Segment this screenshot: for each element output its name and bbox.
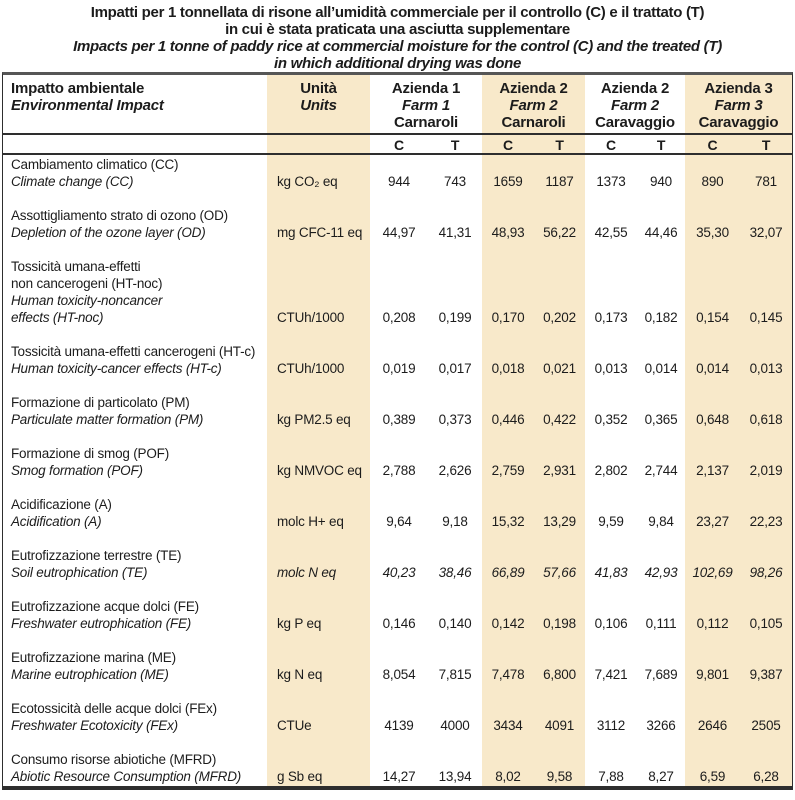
farm3-caravaggio-header [685, 80, 792, 133]
table-row [3, 598, 792, 632]
treated-value: 8,27 [648, 769, 674, 784]
impact-label [3, 700, 267, 734]
control-value: 66,89 [491, 565, 525, 580]
farm2-carnaroli-header [482, 80, 585, 133]
empty-cell [267, 135, 370, 155]
treated-value: 9,58 [546, 769, 573, 784]
control-header: C [394, 137, 404, 153]
impact-label [3, 598, 267, 632]
control-value: 0,019 [382, 361, 416, 376]
treated-value: 2,931 [543, 463, 576, 478]
treated-header: T [450, 137, 460, 153]
azienda-label: Azienda 3 [704, 80, 773, 97]
treated-value: 0,145 [749, 310, 783, 325]
treated-value: 38,46 [438, 565, 472, 580]
units-header-english: Units [300, 97, 337, 114]
control-value: 2646 [697, 718, 728, 733]
farm2-caravaggio-header [585, 80, 685, 133]
control-value: 4139 [384, 718, 414, 733]
treated-value: 743 [444, 174, 466, 189]
control-value: 1373 [596, 174, 626, 189]
impact-name-italian: non cancerogeni (HT-noc) [11, 276, 163, 291]
impact-label [3, 445, 267, 479]
control-value: 0,014 [696, 361, 729, 376]
treated-header: T [761, 137, 771, 153]
control-value: 0,648 [696, 412, 729, 427]
table-row [3, 649, 792, 683]
control-value: 102,69 [692, 565, 733, 580]
treated-value: 57,66 [543, 565, 576, 580]
treated-value: 3266 [646, 718, 676, 733]
caption-italian-line1: Impatti per 1 tonnellata di risone all’umidità commerciale per il controllo (C) e il trattato (T) [90, 4, 705, 21]
treated-value: 2505 [751, 718, 781, 733]
impact-name-english: Marine eutrophication (ME) [11, 667, 169, 682]
caption-english-line2: in which additional drying was done [273, 55, 522, 72]
treated-value: 0,140 [438, 616, 472, 631]
cultivar-label: Carnaroli [501, 114, 566, 131]
treated-value: 13,94 [438, 769, 472, 784]
impact-name-english: Depletion of the ozone layer (OD) [11, 225, 206, 240]
table-header-row [3, 75, 792, 135]
impact-name-italian: Ecotossicità delle acque dolci (FEx) [11, 701, 217, 716]
impact-name-english: Human toxicity-cancer effects (HT-c) [11, 361, 222, 376]
table-body [3, 155, 792, 785]
impact-name-english: Soil eutrophication (TE) [11, 565, 148, 580]
treated-value: 9,84 [648, 514, 674, 529]
table-row [3, 445, 792, 479]
table-caption [0, 0, 795, 72]
cultivar-label: Caravaggio [698, 114, 779, 131]
table-row [3, 207, 792, 241]
control-value: 40,23 [382, 565, 416, 580]
treated-header: T [555, 137, 564, 153]
treated-value: 0,202 [543, 310, 576, 325]
control-value: 2,788 [382, 463, 416, 478]
treated-value: 9,387 [749, 667, 783, 682]
treated-value: 0,373 [438, 412, 472, 427]
treated-value: 2,626 [438, 463, 472, 478]
impact-label [3, 649, 267, 683]
treated-value: 0,105 [749, 616, 783, 631]
azienda-label: Azienda 2 [499, 80, 568, 97]
treated-value: 6,28 [753, 769, 779, 784]
control-value: 6,59 [699, 769, 726, 784]
impact-name-english: Freshwater Ecotoxicity (FEx) [11, 718, 178, 733]
impact-label [3, 547, 267, 581]
unit-cell: kg N eq [277, 667, 323, 682]
unit-cell: kg CO₂ eq [277, 174, 338, 189]
control-value: 1659 [493, 174, 523, 189]
treated-value: 940 [650, 174, 672, 189]
treated-value: 0,198 [543, 616, 576, 631]
unit-cell: g Sb eq [277, 769, 323, 784]
unit-cell: kg PM2.5 eq [277, 412, 351, 427]
control-value: 42,55 [594, 225, 628, 240]
table-row [3, 496, 792, 530]
cultivar-label: Carnaroli [393, 114, 459, 131]
unit-cell: CTUh/1000 [277, 361, 345, 376]
empty-cell [3, 135, 267, 155]
farm-label: Farm 3 [714, 97, 763, 114]
control-value: 3434 [493, 718, 523, 733]
control-header: C [707, 137, 718, 153]
treated-value: 0,618 [749, 412, 783, 427]
treated-value: 4091 [544, 718, 575, 733]
treated-value: 9,18 [442, 514, 468, 529]
impact-name-italian: Formazione di particolato (PM) [11, 395, 190, 410]
unit-cell: CTUe [277, 718, 312, 733]
treated-value: 2,744 [644, 463, 678, 478]
treated-value: 56,22 [543, 225, 576, 240]
unit-cell: kg P eq [277, 616, 322, 631]
treated-header: T [656, 137, 666, 153]
impact-name-english: Smog formation (POF) [11, 463, 143, 478]
control-value: 7,421 [594, 667, 628, 682]
treated-value: 0,014 [644, 361, 678, 376]
impact-name-italian: Formazione di smog (POF) [11, 446, 169, 461]
control-value: 0,142 [491, 616, 525, 631]
impact-name-italian: Eutrofizzazione marina (ME) [11, 650, 176, 665]
control-value: 9,801 [696, 667, 729, 682]
unit-cell: CTUh/1000 [277, 310, 345, 325]
table-row [3, 258, 792, 326]
impact-label [3, 343, 267, 377]
treated-value: 0,182 [644, 310, 678, 325]
control-value: 0,106 [594, 616, 628, 631]
treated-value: 0,013 [749, 361, 783, 376]
table-row [3, 751, 792, 785]
treated-value: 32,07 [749, 225, 783, 240]
control-value: 0,389 [382, 412, 416, 427]
control-value: 0,352 [594, 412, 628, 427]
impact-name-english: effects (HT-noc) [11, 310, 104, 325]
unit-cell: kg NMVOC eq [277, 463, 362, 478]
treated-value: 7,815 [438, 667, 472, 682]
control-value: 0,208 [382, 310, 416, 325]
control-value: 2,759 [491, 463, 525, 478]
treated-value: 0,111 [645, 616, 677, 631]
control-value: 890 [701, 174, 724, 189]
impact-name-english: Freshwater eutrophication (FE) [11, 616, 192, 631]
caption-italian-line2: in cui è stata praticata una asciutta supplementare [225, 21, 570, 38]
treated-value: 4000 [440, 718, 470, 733]
control-value: 23,27 [696, 514, 729, 529]
impact-label [3, 394, 267, 428]
impact-name-italian: Eutrofizzazione terrestre (TE) [11, 548, 182, 563]
treated-value: 781 [755, 174, 777, 189]
units-header-italian: Unità [300, 80, 337, 97]
farm1-carnaroli-header [370, 80, 482, 133]
control-value: 9,64 [386, 514, 412, 529]
impact-name-italian: Consumo risorse abiotiche (MFRD) [11, 752, 217, 767]
control-value: 15,32 [491, 514, 525, 529]
control-value: 8,02 [495, 769, 521, 784]
treated-value: 0,422 [543, 412, 576, 427]
impacts-table [2, 72, 793, 790]
impact-column-header [3, 80, 267, 133]
control-value: 0,170 [491, 310, 525, 325]
control-value: 3112 [596, 718, 626, 733]
impact-label [3, 207, 267, 241]
azienda-label: Azienda 2 [600, 80, 670, 97]
treated-value: 0,017 [438, 361, 472, 376]
impact-name-italian: Assottigliamento strato di ozono (OD) [11, 208, 228, 223]
control-value: 0,112 [696, 616, 729, 631]
treated-value: 7,689 [644, 667, 678, 682]
control-value: 44,97 [382, 225, 416, 240]
control-value: 7,88 [598, 769, 624, 784]
farm-label: Farm 1 [402, 97, 450, 114]
farm-label: Farm 2 [611, 97, 659, 114]
impact-name-english: Human toxicity-noncancer [11, 293, 163, 308]
impact-name-italian: Eutrofizzazione acque dolci (FE) [11, 599, 199, 614]
unit-cell: mg CFC-11 eq [277, 225, 363, 240]
impact-label [3, 496, 267, 530]
azienda-label: Azienda 1 [391, 80, 461, 97]
control-value: 0,146 [382, 616, 416, 631]
treated-value: 44,46 [644, 225, 678, 240]
impact-name-english: Acidification (A) [11, 514, 102, 529]
impact-label [3, 751, 267, 785]
control-value: 0,018 [491, 361, 525, 376]
impact-header-italian: Impatto ambientale [11, 80, 145, 97]
caption-english-line1: Impacts per 1 tonne of paddy rice at commercial moisture for the control (C) and the treated (T) [73, 38, 722, 55]
treated-value: 42,93 [644, 565, 678, 580]
control-value: 2,802 [594, 463, 628, 478]
treated-value: 98,26 [749, 565, 783, 580]
impact-label [3, 156, 267, 190]
table-row [3, 394, 792, 428]
impact-name-english: Climate change (CC) [11, 174, 134, 189]
control-value: 14,27 [382, 769, 416, 784]
impact-header-english: Environmental Impact [11, 97, 164, 114]
impact-label [3, 258, 267, 326]
control-value: 0,154 [696, 310, 729, 325]
control-value: 0,446 [491, 412, 525, 427]
unit-cell: molc N eq [277, 565, 336, 580]
treated-value: 22,23 [749, 514, 783, 529]
impact-name-italian: Acidificazione (A) [11, 497, 112, 512]
impact-name-italian: Cambiamento climatico (CC) [11, 157, 179, 172]
impact-name-english: Abiotic Resource Consumption (MFRD) [11, 769, 242, 784]
control-value: 8,054 [382, 667, 416, 682]
impact-name-italian: Tossicità umana-effetti cancerogeni (HT-c) [11, 344, 256, 359]
unit-cell: molc H+ eq [277, 514, 344, 529]
control-value: 48,93 [491, 225, 525, 240]
treated-value: 0,365 [644, 412, 678, 427]
farm-label: Farm 2 [509, 97, 558, 114]
control-value: 9,59 [598, 514, 624, 529]
control-header: C [606, 137, 616, 153]
control-value: 41,83 [594, 565, 628, 580]
control-value: 7,478 [491, 667, 525, 682]
table-row [3, 343, 792, 377]
control-treated-subheader-row [3, 135, 792, 155]
cultivar-label: Caravaggio [595, 114, 675, 131]
treated-value: 0,199 [438, 310, 472, 325]
impact-name-italian: Tossicità umana-effetti [11, 259, 141, 274]
units-column-header [267, 80, 370, 133]
control-value: 2,137 [696, 463, 729, 478]
treated-value: 41,31 [438, 225, 472, 240]
treated-value: 13,29 [543, 514, 576, 529]
control-value: 944 [388, 174, 410, 189]
table-row [3, 547, 792, 581]
treated-value: 0,021 [543, 361, 576, 376]
table-row [3, 700, 792, 734]
control-value: 0,173 [594, 310, 628, 325]
treated-value: 1187 [545, 174, 574, 189]
control-value: 0,013 [594, 361, 628, 376]
treated-value: 6,800 [543, 667, 576, 682]
control-header: C [503, 137, 513, 153]
table-row [3, 156, 792, 190]
impact-name-english: Particulate matter formation (PM) [11, 412, 204, 427]
treated-value: 2,019 [749, 463, 783, 478]
control-value: 35,30 [696, 225, 729, 240]
